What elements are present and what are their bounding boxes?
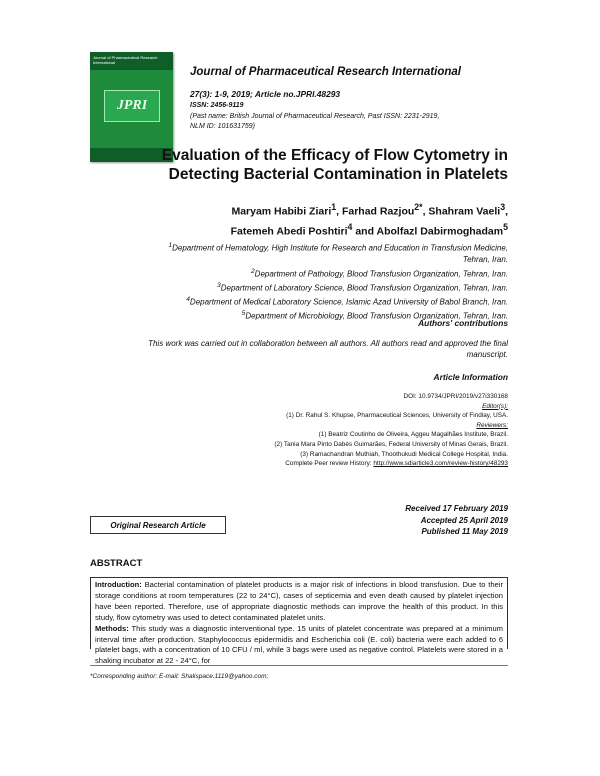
accepted-date: Accepted 25 April 2019 — [420, 515, 508, 525]
journal-issn: ISSN: 2456-9119 — [190, 102, 244, 109]
journal-logo-text: JPRI — [116, 98, 148, 113]
journal-former-name: (Past name: British Journal of Pharmaceutical Research, Past ISSN: 2231-2919, NLM ID: 101631759) — [190, 113, 440, 130]
cover-band-text: Journal of Pharmaceutical Research International — [93, 55, 158, 65]
reviewers-label: Reviewers: — [476, 421, 508, 429]
article-info — [150, 392, 508, 469]
editor-item: (1) Dr. Rahul S. Khupse, Pharmaceutical Sciences, University of Findlay, USA. — [286, 412, 508, 420]
affiliations — [90, 240, 508, 322]
journal-issue: 27(3): 1-9, 2019; Article no.JPRI.48293 — [190, 89, 341, 99]
affiliation-item: $^1$Department of Hematology, High Institute for Research and Education in Transfusion Medicine, — [168, 242, 508, 253]
journal-logo — [104, 90, 160, 122]
peer-review-history-link[interactable]: http://www.sdiarticle3.com/review-history/48293 — [373, 460, 508, 468]
corresponding-author-footnote: *Corresponding author: E-mail: Shalispace.1119@yahoo.com; — [90, 673, 269, 680]
journal-name: Journal of Pharmaceutical Research International — [190, 66, 461, 78]
reviewer-item: (1) Beatriz Coutinho de Oliveira, Aggeu Magalhães Institute, Brazil. — [318, 431, 508, 439]
abstract-box — [90, 577, 508, 666]
doi: DOI: 10.9734/JPRI/2019/v27i330168 — [403, 393, 508, 400]
article-info-heading: Article Information — [433, 372, 508, 382]
editors-label: Editor(s): — [482, 402, 508, 410]
abstract-methods: Methods: This study was a diagnostic interventional type. 15 units of platelet concentrate was prepared at a minimum interval time after production. Staphylococcus epidermidis and Escherichia coli (E. coli) bacteria were each added to 6 platelet bags, with a concentration of 10 CFU / ml, while 3 bags were used as negative control. Platelets were stored in a shaking incubator at 22 - 24°C, for — [95, 623, 503, 666]
authors-line-2: Fatemeh Abedi Poshtiri$^4$ and Abolfazl Dabirmoghadam$^5$ — [230, 221, 508, 237]
affiliation-item: $^4$Department of Medical Laboratory Science, Islamic Azad University of Babol Branch, Iran. — [186, 295, 508, 307]
published-date: Published 11 May 2019 — [421, 527, 508, 537]
peer-review-history: Complete Peer review History: http://www.sdiarticle3.com/review-history/48293 — [285, 460, 508, 468]
authors-line-1: Maryam Habibi Ziari$^1$, Farhad Razjou$^{2*}$, Shahram Vaeli$^3$, — [231, 202, 508, 218]
affiliation-item: $^2$Department of Pathology, Blood Transfusion Organization, Tehran, Iran. — [250, 267, 508, 279]
affiliation-item: $^3$Department of Laboratory Science, Blood Transfusion Organization, Tehran, Iran. — [217, 281, 508, 293]
abstract-heading: ABSTRACT — [90, 558, 143, 569]
contributions-heading: Authors' contributions — [418, 318, 508, 328]
title-line-1: Evaluation of the Efficacy of Flow Cytometry in — [161, 147, 508, 164]
article-dates — [405, 503, 508, 538]
paper-title — [90, 146, 508, 184]
authors — [90, 200, 508, 239]
affiliation-item: $^5$Department of Microbiology, Blood Transfusion Organization, Tehran, Iran. — [241, 310, 508, 321]
reviewer-item: (3) Ramachandran Muthiah, Thoothukudi Medical College Hospital, India. — [300, 450, 508, 458]
affiliation-item: Tehran, Iran. — [462, 255, 508, 265]
abstract-introduction: Introduction: Bacterial contamination of platelet products is a major risk of infections in blood transfusion. Due to their storage conditions at room temperatures (22 to 24°C), cases of septicemia and even death caused by platelet injection have been reported. Therefore, use of appropriate diagnostic methods can improve the health of this product. In this study, flow cytometry was used to detect contaminated platelet units. — [95, 580, 503, 622]
title-line-2: Detecting Bacterial Contamination in Platelets — [168, 166, 508, 183]
contributions-text: This work was carried out in collaboration between all authors. All authors read and approved the final manuscript. — [148, 339, 508, 359]
footnote-divider — [90, 665, 508, 666]
received-date: Received 17 February 2019 — [405, 504, 508, 513]
reviewer-item: (2) Tania Mara Pinto Dabés Guimarães, Federal University of Minas Gerais, Brazil. — [274, 440, 508, 448]
article-type-box: Original Research Article — [90, 516, 226, 534]
